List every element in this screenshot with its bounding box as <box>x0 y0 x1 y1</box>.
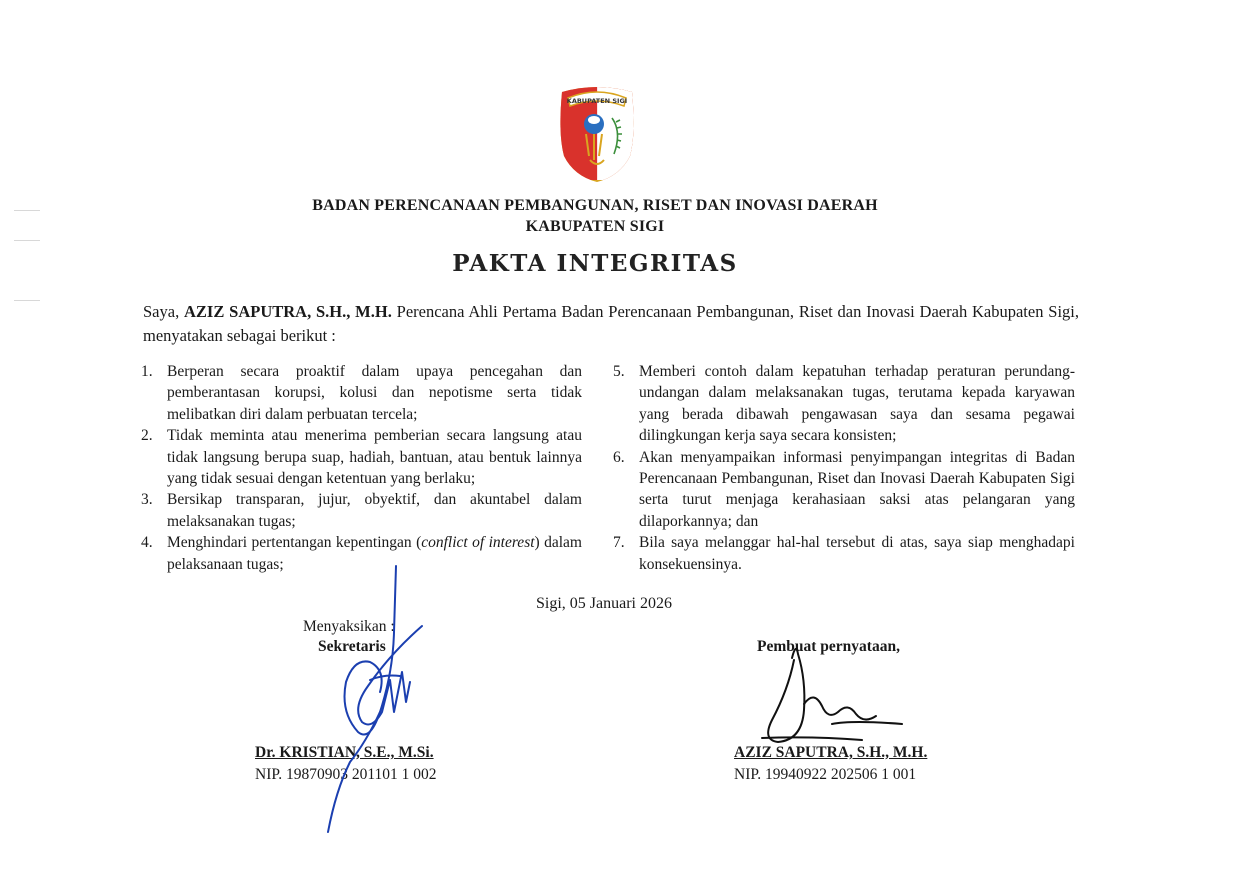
item-text: Akan menyampaikan informasi penyimpangan integritas di Badan Perencanaan Pembangunan, Riset dan Inovasi Daerah Kabupaten Sigi serta turut menjaga kerahasiaan saksi atas pelangaran yang dilaporkannya; dan <box>639 448 1075 530</box>
list-item <box>141 489 582 532</box>
list-item <box>141 361 582 425</box>
intro-paragraph <box>143 300 1079 348</box>
list-item <box>613 361 1075 447</box>
scan-mark <box>14 300 40 301</box>
witness-role: Sekretaris <box>318 638 386 655</box>
item-number: 1. <box>141 363 153 380</box>
place-date: Sigi, 05 Januari 2026 <box>536 595 672 612</box>
witness-label: Menyaksikan : <box>303 618 395 635</box>
item-number: 3. <box>141 491 153 509</box>
item-number: 7. <box>613 534 625 552</box>
statement-list-right <box>613 361 1075 575</box>
item-number: 6. <box>613 448 625 466</box>
intro-suffix: Perencana Ahli Pertama Badan Perencanaan Pembangunan, Riset dan Inovasi Daerah Kabupaten Sigi, menyatakan sebagai berikut : <box>143 302 1079 345</box>
item-text: Memberi contoh dalam kepatuhan terhadap peraturan perundang-undangan dalam melaksanakan tugas, terutama kepada karyawan yang berada dibawah pengawasan saya dan sesama pegawai dilingkungan kerja saya secara konsisten; <box>639 363 1075 445</box>
declarant-nip: NIP. 19940922 202506 1 001 <box>734 766 917 783</box>
witness-name: Dr. KRISTIAN, S.E., M.Si. <box>255 744 434 761</box>
declarant-name: AZIZ SAPUTRA, S.H., M.H. <box>734 744 928 761</box>
item-text: Bersikap transparan, jujur, obyektif, dan akuntabel dalam melaksanakan tugas; <box>167 491 582 530</box>
witness-signature <box>310 562 440 837</box>
item-number: 2. <box>141 427 153 445</box>
intro-prefix: Saya, <box>143 302 184 321</box>
item-text-italic: conflict of interest <box>421 534 535 552</box>
item-text: ) dalam pelaksanaan tugas; <box>167 534 582 573</box>
list-item <box>613 532 1075 575</box>
intro-name: AZIZ SAPUTRA, S.H., M.H. <box>184 302 392 321</box>
logo-text: KABUPATEN SIGI <box>566 97 628 105</box>
scan-mark <box>14 240 40 241</box>
kabupaten-sigi-logo <box>556 84 638 184</box>
witness-nip: NIP. 19870903 201101 1 002 <box>255 766 437 783</box>
item-number: 4. <box>141 534 153 552</box>
organization-name: BADAN PERENCANAAN PEMBANGUNAN, RISET DAN INOVASI DAERAH <box>312 197 878 214</box>
document-title: PAKTA INTEGRITAS <box>452 250 738 277</box>
list-item <box>613 447 1075 533</box>
list-item <box>141 532 582 575</box>
declarant-label: Pembuat pernyataan, <box>757 638 900 655</box>
item-text: Berperan secara proaktif dalam upaya pencegahan dan pemberantasan korupsi, kolusi dan nepotisme serta tidak melibatkan diri dalam perbuatan tercela; <box>167 363 582 423</box>
item-text: Menghindari pertentangan kepentingan ( <box>167 534 422 552</box>
item-text: Bila saya melanggar hal-hal tersebut di atas, saya siap menghadapi konsekuensinya. <box>639 534 1075 573</box>
list-item <box>141 425 582 489</box>
item-number: 5. <box>613 363 625 380</box>
organization-region: KABUPATEN SIGI <box>525 218 665 235</box>
statement-list-left <box>141 361 582 575</box>
item-text: Tidak meminta atau menerima pemberian secara langsung atau tidak langsung berupa suap, hadiah, bantuan, atau bentuk lainnya yang tidak sesuai dengan ketentuan yang berlaku; <box>167 427 582 488</box>
